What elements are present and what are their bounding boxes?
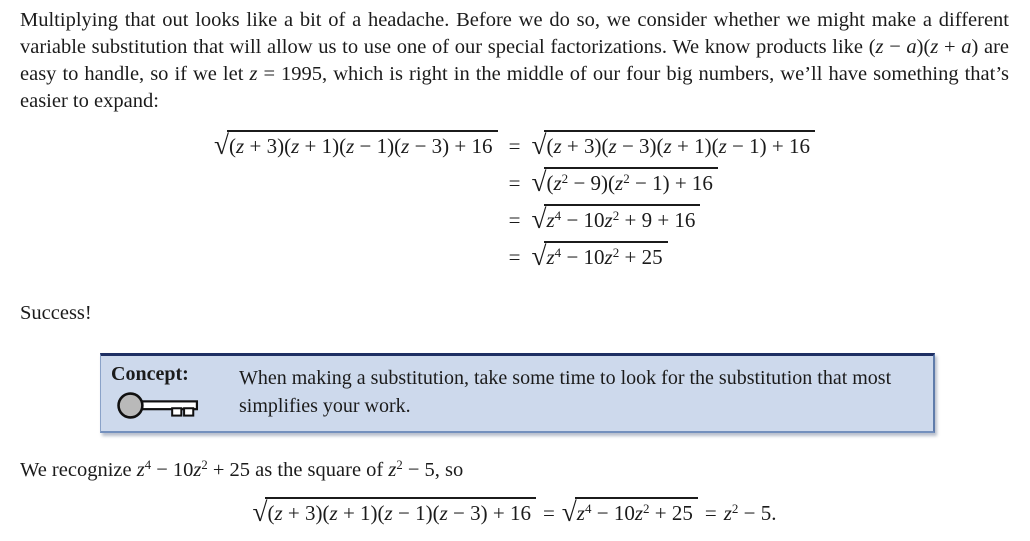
key-icon: [111, 389, 215, 422]
recognize-text-segment: as the square of: [250, 459, 389, 481]
key-bow: [119, 394, 143, 418]
sqrt-expression: [532, 204, 701, 233]
sqrt-expression: [252, 497, 535, 526]
equals-sign: =: [508, 171, 521, 195]
concept-text: When making a substitution, take some time to look for the substitution that most simplifies your work.: [239, 367, 892, 417]
equals-sign: =: [508, 208, 521, 232]
radical-sign: √: [531, 167, 547, 198]
equation-rhs: [532, 204, 1010, 233]
radical-sign: √: [531, 130, 547, 161]
concept-box: [100, 353, 935, 433]
radical-sign: √: [252, 497, 268, 528]
recognize-text-segment: We recognize: [20, 459, 137, 481]
concept-label: Concept:: [111, 363, 189, 385]
sqrt-expression: [532, 241, 668, 270]
sqrt-expression: [562, 497, 698, 526]
result-expression: $z^2 - 5$.: [723, 500, 777, 525]
inline-math-product: (z − a)(z + a): [868, 36, 979, 58]
sqrt-expression: [214, 130, 497, 159]
radical-sign: √: [531, 204, 547, 235]
equation-rhs: [532, 167, 1010, 196]
inline-math-quartic: $z^4 - 10z^2 + 25$: [136, 458, 251, 481]
radicand: (z + 3)(z + 1)(z − 1)(z − 3) + 16: [265, 497, 535, 526]
equals-sign: =: [508, 134, 521, 158]
key-tooth: [184, 408, 193, 415]
inline-math-substitution: z = 1995: [249, 63, 323, 85]
recognize-text-segment: , so: [434, 459, 464, 481]
recognize-paragraph: [20, 457, 1009, 484]
equals-sign: =: [704, 501, 717, 525]
key-tooth: [172, 408, 181, 415]
equation-row: [20, 130, 1009, 159]
equals-sign: =: [542, 501, 555, 525]
equation-row: [20, 241, 1009, 270]
equation-row: [20, 204, 1009, 233]
radical-sign: √: [214, 130, 230, 161]
radicand: $z^4 - 10z^2 + 25$: [544, 241, 667, 270]
equation-rhs: [532, 241, 1010, 270]
intro-text-segment: are easy to handle, so if we let: [20, 36, 1009, 85]
final-equation: [20, 497, 1009, 526]
inline-math-square: $z^2 - 5$: [388, 458, 435, 481]
radicand: $(z^2 - 9)(z^2 - 1) + 16$: [544, 167, 717, 196]
radicand: $z^4 - 10z^2 + 9 + 16$: [544, 204, 700, 233]
equation-rhs: [532, 130, 1010, 159]
intro-paragraph: [20, 7, 1009, 115]
equation-row: [20, 167, 1009, 196]
intro-text-segment: , which is right in the middle of our four big numbers, we’ll have something that’s easier to expand:: [20, 63, 1010, 112]
equals-sign: =: [508, 245, 521, 269]
concept-box-label-column: [111, 363, 239, 422]
intro-text-segment: Multiplying that out looks like a bit of a headache. Before we do so, we consider whether we might make a different variable substitution that will allow us to use one of our special factorizations. We know products like: [20, 9, 1009, 58]
radicand: (z + 3)(z + 1)(z − 1)(z − 3) + 16: [227, 130, 497, 159]
radical-sign: √: [531, 241, 547, 272]
radicand: (z + 3)(z − 3)(z + 1)(z − 1) + 16: [544, 130, 814, 159]
sqrt-expression: [532, 130, 815, 159]
sqrt-expression: [532, 167, 718, 196]
derivation-block: [20, 130, 1009, 270]
radicand: $z^4 - 10z^2 + 25$: [575, 497, 698, 526]
radical-sign: √: [561, 497, 577, 528]
success-text: Success!: [20, 302, 92, 324]
equation-lhs: [20, 130, 498, 159]
